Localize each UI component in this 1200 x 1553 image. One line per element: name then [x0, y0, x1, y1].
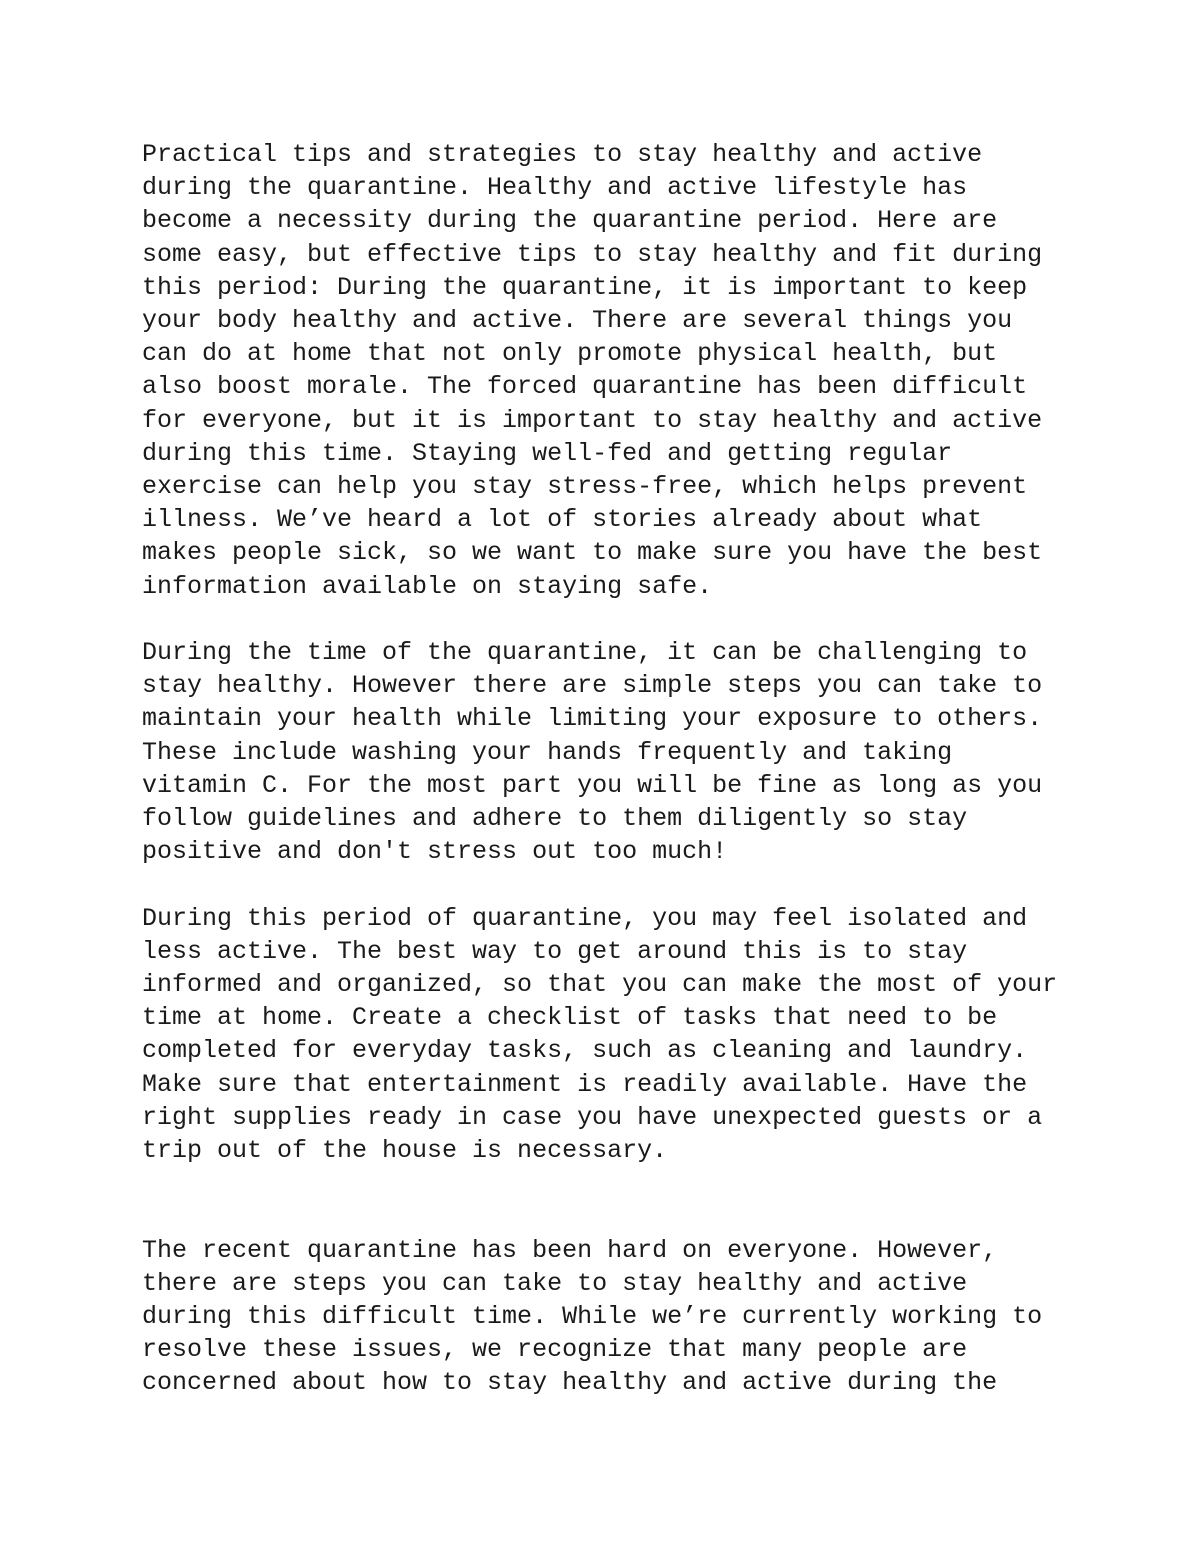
text-line: some easy, but effective tips to stay healthy and fit during	[142, 239, 1043, 269]
text-line: makes people sick, so we want to make sure you have the best	[142, 538, 1043, 568]
text-line: trip out of the house is necessary.	[142, 1136, 668, 1166]
text-line: your body healthy and active. There are several things you	[142, 306, 1013, 336]
text-line: stay healthy. However there are simple steps you can take to	[142, 671, 1043, 701]
text-line: less active. The best way to get around this is to stay	[142, 936, 968, 966]
text-line: maintain your health while limiting your exposure to others.	[142, 704, 1043, 734]
text-line: during this time. Staying well-fed and getting regular	[142, 438, 953, 468]
text-line: exercise can help you stay stress-free, which helps prevent	[142, 472, 1028, 502]
text-line: for everyone, but it is important to stay healthy and active	[142, 405, 1043, 435]
paragraph-3	[142, 902, 1102, 1168]
text-line: become a necessity during the quarantine period. Here are	[142, 206, 998, 236]
text-line: there are steps you can take to stay healthy and active	[142, 1268, 968, 1298]
text-line: Make sure that entertainment is readily available. Have the	[142, 1069, 1028, 1099]
text-line: time at home. Create a checklist of tasks that need to be	[142, 1003, 998, 1033]
text-line: during this difficult time. While we’re currently working to	[142, 1302, 1043, 1332]
paragraph-2	[142, 636, 1102, 868]
text-line: Practical tips and strategies to stay healthy and active	[142, 140, 983, 169]
paragraph-spacer	[142, 603, 1102, 636]
text-line: positive and don't stress out too much!	[142, 837, 728, 867]
text-line: during the quarantine. Healthy and active lifestyle has	[142, 173, 968, 203]
text-line: right supplies ready in case you have unexpected guests or a	[142, 1102, 1043, 1132]
document-body	[142, 138, 1102, 1400]
text-line: During this period of quarantine, you may feel isolated and	[142, 903, 1028, 933]
text-line: follow guidelines and adhere to them diligently so stay	[142, 804, 968, 834]
text-line: informed and organized, so that you can make the most of your	[142, 970, 1058, 1000]
paragraph-1	[142, 138, 1102, 603]
text-line: can do at home that not only promote physical health, but	[142, 339, 998, 369]
text-line: illness. We’ve heard a lot of stories already about what	[142, 505, 983, 535]
text-line: The recent quarantine has been hard on everyone. However,	[142, 1235, 998, 1265]
text-line: information available on staying safe.	[142, 571, 713, 601]
text-line: resolve these issues, we recognize that many people are	[142, 1335, 968, 1365]
paragraph-4	[142, 1234, 1102, 1400]
paragraph-spacer	[142, 868, 1102, 901]
text-line: also boost morale. The forced quarantine has been difficult	[142, 372, 1028, 402]
text-line: vitamin C. For the most part you will be fine as long as you	[142, 770, 1043, 800]
text-line: During the time of the quarantine, it can be challenging to	[142, 638, 1028, 668]
paragraph-spacer	[142, 1167, 1102, 1233]
text-line: These include washing your hands frequently and taking	[142, 737, 953, 767]
text-line: completed for everyday tasks, such as cleaning and laundry.	[142, 1036, 1028, 1066]
text-line: concerned about how to stay healthy and active during the	[142, 1368, 998, 1398]
text-line: this period: During the quarantine, it is important to keep	[142, 272, 1028, 302]
